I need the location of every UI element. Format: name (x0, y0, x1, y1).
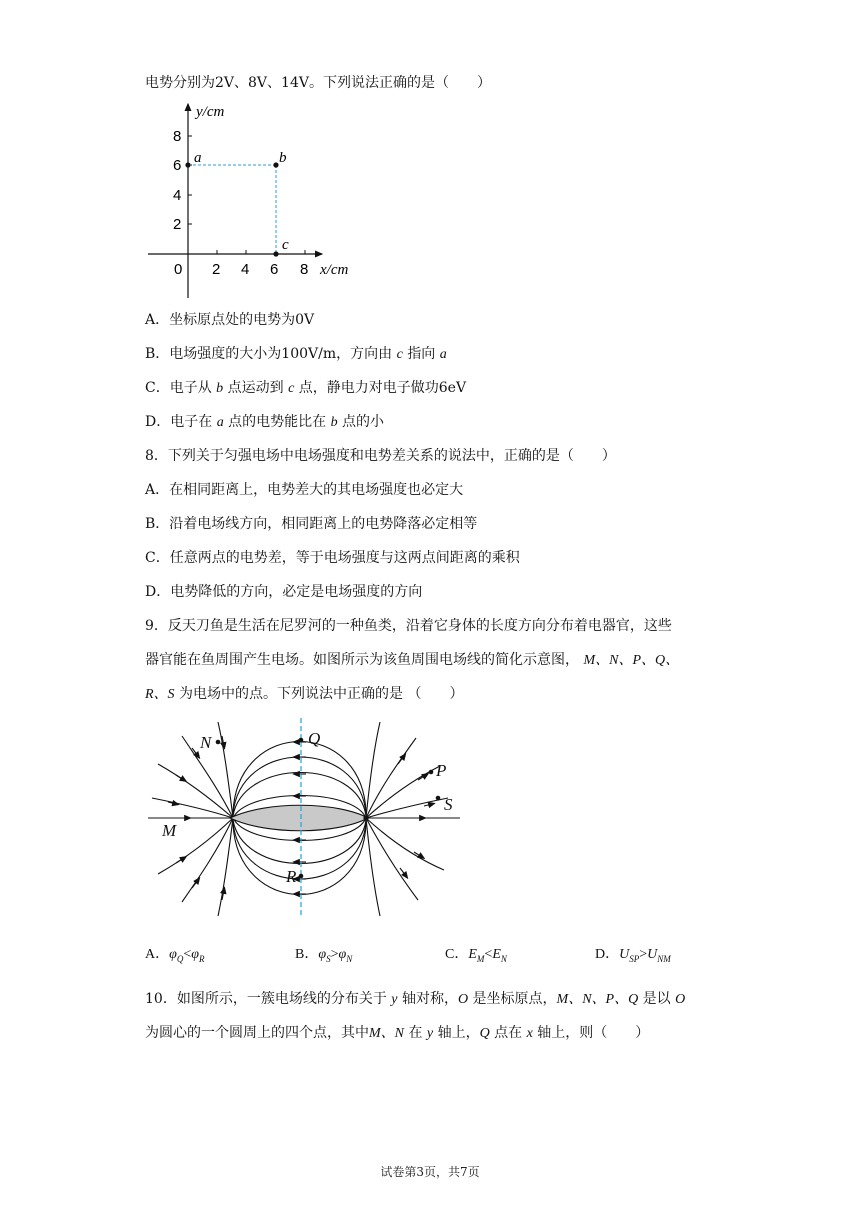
label-b: b (279, 150, 287, 166)
q8-option-c: C．任意两点的电势差，等于电场强度与这两点间距离的乘积 (145, 550, 520, 566)
label-N: N (200, 733, 212, 752)
fish-body (230, 805, 368, 831)
q9-stem-line3: R、S 为电场中的点。下列说法中正确的是 （ ） (145, 686, 464, 702)
q8-option-b: B．沿着电场线方向，相同距离上的电势降落必定相等 (145, 516, 478, 532)
q9-option-a: A．$\varphi_Q<\varphi_R$ (145, 947, 205, 964)
q10-stem-line1: 10．如图所示，一簇电场线的分布关于 y 轴对称，O 是坐标原点，M、N、P、Q 是以 O (145, 991, 686, 1007)
y-tick-2: 2 (173, 216, 182, 233)
point-S (436, 796, 441, 801)
label-a: a (194, 150, 202, 166)
x-tick-4: 4 (241, 261, 250, 278)
point-R (299, 874, 304, 879)
q9-option-d: D．$U_{SP}>U_{NM}$ (595, 947, 671, 964)
point-a (185, 162, 190, 167)
x-tick-8: 8 (300, 261, 309, 278)
x-tick-0: 0 (174, 261, 183, 278)
q7-coordinate-graph (140, 100, 370, 300)
q9-fish-field-diagram (148, 718, 468, 918)
q9-option-b: B．$\varphi_S>\varphi_N$ (295, 947, 353, 964)
label-Q: Q (308, 729, 321, 748)
q9-stem-line2: 器官能在鱼周围产生电场。如图所示为该鱼周围电场线的简化示意图， M、N、P、Q、 (145, 652, 680, 668)
q9-stem-line1: 9．反天刀鱼是生活在尼罗河的一种鱼类，沿着它身体的长度方向分布着电器官，这些 (145, 618, 672, 634)
label-P: P (436, 761, 447, 780)
label-c: c (282, 237, 289, 253)
q7-option-c: C．电子从 b 点运动到 c 点，静电力对电子做功6eV (145, 380, 467, 396)
label-R: R (286, 867, 297, 886)
y-tick-4: 4 (173, 187, 182, 204)
x-tick-2: 2 (212, 261, 221, 278)
x-tick-6: 6 (270, 261, 279, 278)
label-S: S (444, 795, 453, 814)
x-axis-label: x/cm (320, 262, 349, 278)
point-b (273, 162, 278, 167)
point-N (216, 740, 221, 745)
q9-option-c: C．$E_M<E_N$ (445, 947, 507, 964)
q7-intro-text: 电势分别为2V、8V、14V。下列说法正确的是（ ） (145, 75, 491, 91)
q8-option-a: A．在相同距离上，电势差大的其电场强度也必定大 (145, 482, 464, 498)
q7-option-b: B．电场强度的大小为100V/m，方向由 c 指向 a (145, 346, 447, 362)
q8-option-d: D．电势降低的方向，必定是电场强度的方向 (145, 584, 423, 600)
label-M: M (162, 821, 177, 840)
page-footer: 试卷第3页，共7页 (380, 1165, 480, 1179)
q7-option-a: A．坐标原点处的电势为0V (145, 312, 315, 328)
point-c (273, 251, 278, 256)
q7-option-d: D．电子在 a 点的电势能比在 b 点的小 (145, 414, 385, 430)
point-Q (299, 738, 304, 743)
y-axis-label: y/cm (196, 104, 225, 120)
q8-stem: 8．下列关于匀强电场中电场强度和电势差关系的说法中，正确的是（ ） (145, 448, 616, 464)
q10-stem-line2: 为圆心的一个圆周上的四个点，其中M、N 在 y 轴上，Q 点在 x 轴上，则（ ） (145, 1025, 650, 1041)
y-tick-8: 8 (173, 128, 182, 145)
y-tick-6: 6 (173, 157, 182, 174)
point-P (429, 770, 434, 775)
